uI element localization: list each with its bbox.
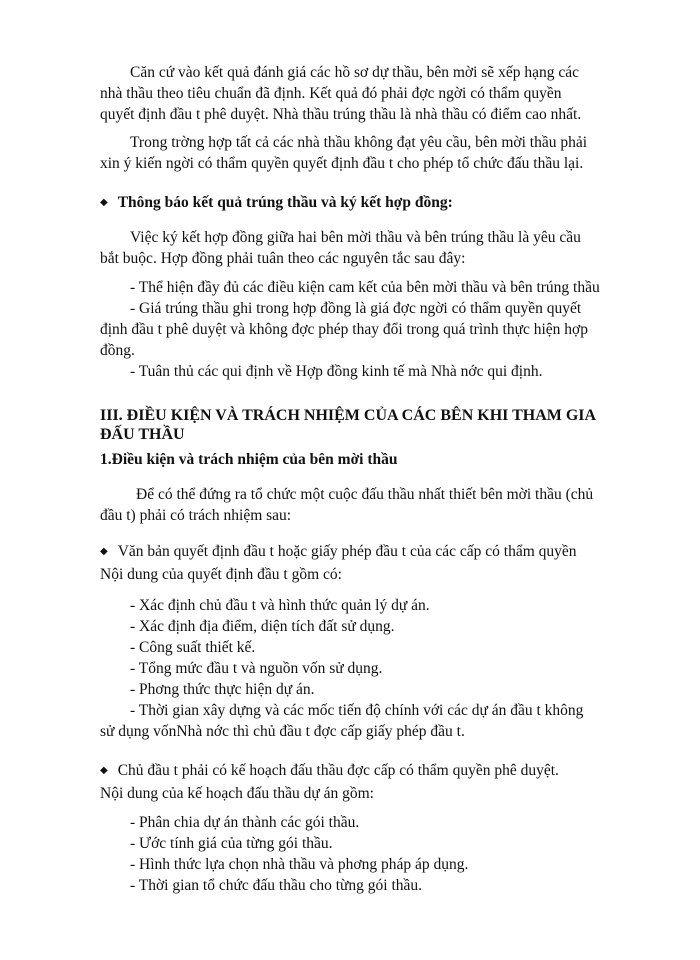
- list-item-continuation: đồng.: [100, 342, 135, 359]
- bullet-bidding-plan: [100, 760, 635, 804]
- list-item: - Thời gian tổ chức đấu thầu cho từng gói thầu.: [130, 877, 423, 894]
- text-line: quyết định đầu t phê duyệt. Nhà thầu trúng thầu là nhà thầu có điểm cao nhất.: [100, 106, 582, 123]
- list-item: - Xác định địa điểm, diện tích đất sử dụng.: [130, 618, 395, 635]
- text-line: xin ý kiến ngời có thẩm quyền quyết định đầu t cho phép tổ chức đấu thầu lại.: [100, 155, 584, 172]
- bidding-plan-list: [100, 812, 635, 896]
- list-item: - Hình thức lựa chọn nhà thầu và phơng pháp áp dụng.: [130, 856, 469, 873]
- section-title-line: ĐẤU THẦU: [100, 426, 185, 443]
- bullet-investment-decision: [100, 541, 635, 585]
- list-item: - Thể hiện đầy đủ các điều kiện cam kết của bên mời thầu và bên trúng thầu: [130, 279, 600, 296]
- list-item: - Phơng thức thực hiện dự án.: [130, 681, 315, 698]
- text-line: bắt buộc. Hợp đồng phải tuân theo các nguyên tắc sau đây:: [100, 250, 466, 267]
- subsection-title: 1.Điều kiện và trách nhiệm của bên mời thầu: [100, 451, 398, 468]
- list-item: - Công suất thiết kế.: [130, 639, 256, 656]
- bullet-line: ◆ Chủ đầu t phải có kế hoạch đấu thầu đợc cấp có thẩm quyền phê duyệt.: [100, 760, 635, 783]
- text-line: Nội dung của quyết định đầu t gồm có:: [100, 566, 342, 583]
- list-item: - Giá trúng thầu ghi trong hợp đồng là giá đợc ngời có thẩm quyền quyết: [130, 300, 582, 317]
- list-item: - Phân chia dự án thành các gói thầu.: [130, 814, 360, 831]
- text-line: Nội dung của kế hoạch đấu thầu dự án gồm:: [100, 785, 374, 802]
- list-item: - Thời gian xây dựng và các mốc tiến độ chính với các dự án đầu t không: [130, 702, 584, 719]
- text-line: Căn cứ vào kết quả đánh giá các hồ sơ dự thầu, bên mời sẽ xếp hạng các: [130, 64, 579, 81]
- paragraph-ranking: [100, 62, 635, 125]
- list-item: - Xác định chủ đầu t và hình thức quản lý dự án.: [130, 597, 430, 614]
- text-line: đầu t) phải có trách nhiệm sau:: [100, 507, 292, 524]
- paragraph-rebid: [100, 132, 635, 174]
- list-item: - Tổng mức đầu t và nguồn vốn sử dụng.: [130, 660, 383, 677]
- list-item-continuation: sử dụng vốnNhà nớc thì chủ đầu t đợc cấp giấy phép đầu t.: [100, 723, 465, 740]
- section-title-line: III. ĐIỀU KIỆN VÀ TRÁCH NHIỆM CỦA CÁC BÊN KHI THAM GIA: [100, 407, 597, 424]
- list-item: - Tuân thủ các qui định về Hợp đồng kinh tế mà Nhà nớc qui định.: [130, 363, 543, 380]
- text-line: nhà thầu theo tiêu chuẩn đã định. Kết quả đó phải đợc ngời có thẩm quyền: [100, 85, 562, 102]
- list-item: - Ước tính giá của từng gói thầu.: [130, 835, 333, 852]
- contract-principles-list: [100, 277, 635, 382]
- bullet-line: ◆ Văn bản quyết định đầu t hoặc giấy phép đầu t của các cấp có thẩm quyền: [100, 541, 635, 564]
- paragraph-contract: [100, 227, 635, 269]
- section-title: [100, 406, 635, 444]
- text-line: Để có thể đứng ra tổ chức một cuộc đấu thầu nhất thiết bên mời thầu (chủ: [136, 486, 594, 503]
- text-line: Trong trờng hợp tất cả các nhà thầu không đạt yêu cầu, bên mời thầu phải: [130, 134, 588, 151]
- heading-contract-notice: ◆ Thông báo kết quả trúng thầu và ký kết hợp đồng:: [100, 192, 635, 215]
- text-line: Việc ký kết hợp đồng giữa hai bên mời thầu và bên trúng thầu là yêu cầu: [130, 229, 581, 246]
- paragraph-requirements: [100, 484, 635, 526]
- list-item-continuation: định đầu t phê duyệt và không đợc phép thay đổi trong quá trình thực hiện hợp: [100, 321, 588, 338]
- decision-content-list: [100, 595, 635, 742]
